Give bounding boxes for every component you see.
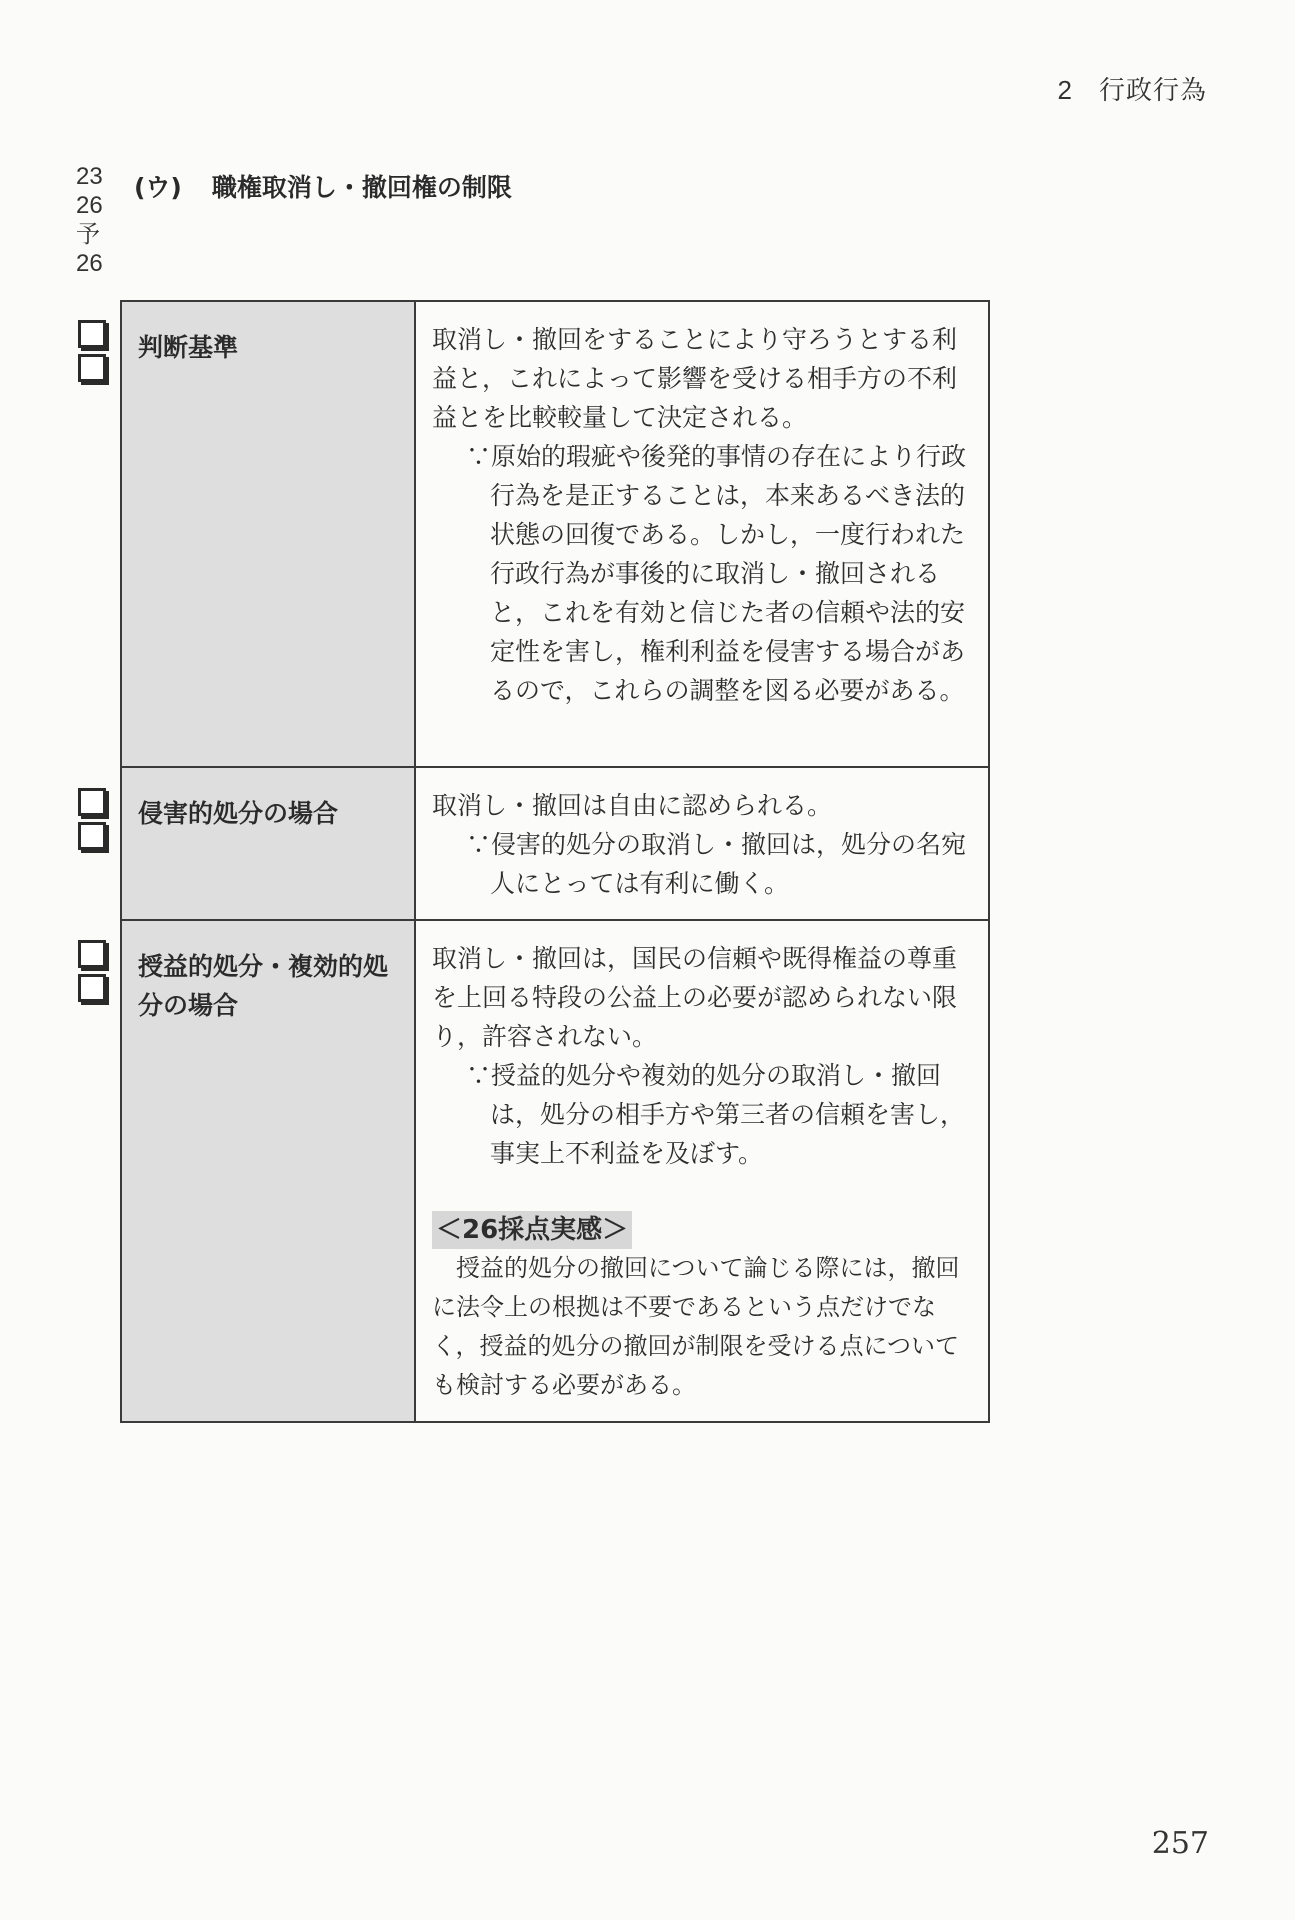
section-title [134, 168, 512, 204]
review-checkbox[interactable] [78, 822, 106, 850]
year-mark: 26 [76, 250, 103, 277]
reason-text: ∵侵害的処分の取消し・撤回は，処分の名宛人にとっては有利に働く。 [466, 830, 967, 898]
chapter-number: 2 [1057, 75, 1073, 105]
table-row [121, 301, 989, 767]
exam-year-margin [76, 162, 110, 278]
year-mark: 予 [76, 221, 100, 248]
review-checkbox[interactable] [78, 940, 106, 968]
row-content [415, 920, 989, 1422]
running-header [1058, 70, 1207, 107]
chapter-title: 行政行為 [1098, 76, 1207, 106]
row-label: 侵害的処分の場合 [121, 767, 415, 920]
row-label: 判断基準 [121, 301, 415, 767]
table-row [121, 767, 989, 920]
summary-table [120, 300, 990, 1423]
review-checkbox[interactable] [78, 320, 106, 348]
section-heading: 職権取消し・撤回権の制限 [211, 173, 512, 202]
row-content [415, 301, 989, 767]
rule-text: 取消し・撤回をすることにより守ろうとする利益と，これによって影響を受ける相手方の不利益とを比較較量して決定される。 [432, 325, 958, 432]
page-number: 257 [1151, 1826, 1209, 1861]
year-mark: 26 [76, 192, 103, 219]
row-content [415, 767, 989, 920]
exam-note-heading: ＜26採点実感＞ [432, 1211, 632, 1249]
rule-text: 取消し・撤回は自由に認められる。 [432, 791, 833, 820]
reason-text: ∵授益的処分や複効的処分の取消し・撤回は，処分の相手方や第三者の信頼を害し，事実上不利益を及ぼす。 [466, 1061, 966, 1168]
review-checkbox[interactable] [78, 974, 106, 1002]
exam-note-body: 授益的処分の撤回について論じる際には，撤回に法令上の根拠は不要であるという点だけでなく，授益的処分の撤回が制限を受ける点についても検討する必要がある。 [432, 1254, 960, 1399]
review-checkbox[interactable] [78, 788, 106, 816]
table-row [121, 920, 989, 1422]
review-checkbox[interactable] [78, 354, 106, 382]
rule-text: 取消し・撤回は，国民の信頼や既得権益の尊重を上回る特段の公益上の必要が認められない限り，許容されない。 [432, 944, 958, 1051]
row-label: 授益的処分・複効的処分の場合 [121, 920, 415, 1422]
section-number: (ウ) [134, 173, 182, 202]
reason-text: ∵原始的瑕疵や後発的事情の存在により行政行為を是正することは，本来あるべき法的状態の回復である。しかし，一度行われた行政行為が事後的に取消し・撤回されると，これを有効と信じた者の信頼や法的安定性を害し，権利利益を侵害する場合があるので，これらの調整を図る必要がある。 [466, 442, 967, 705]
year-mark: 23 [76, 163, 103, 190]
